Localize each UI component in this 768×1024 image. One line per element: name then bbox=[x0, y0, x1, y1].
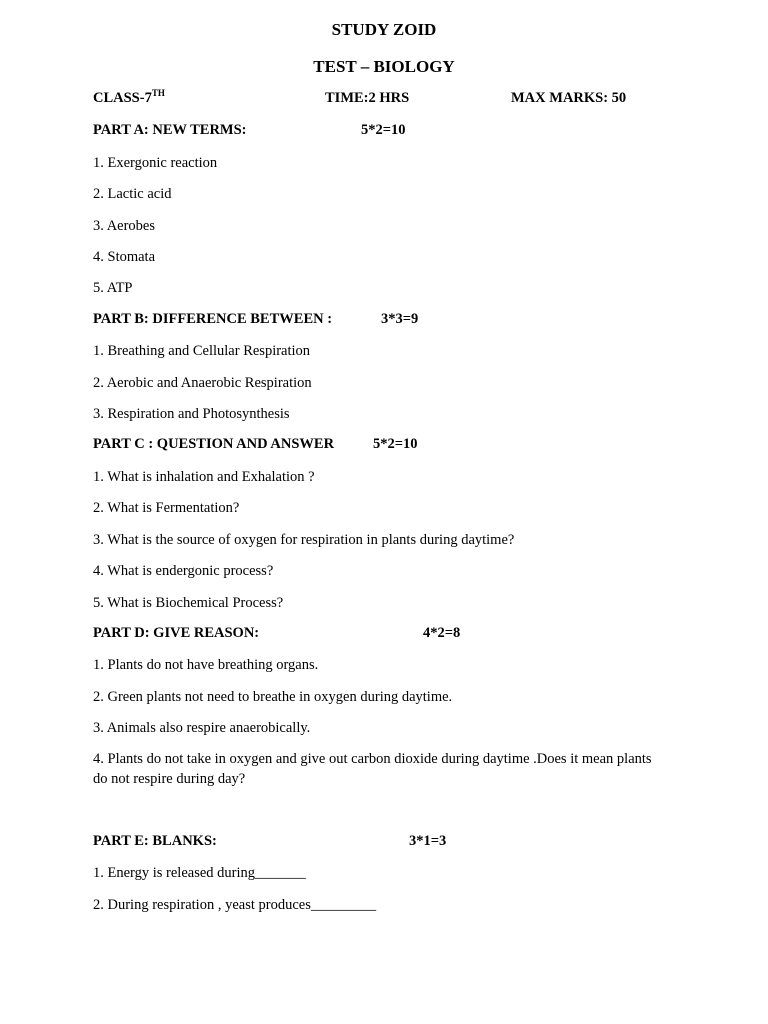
part-a-heading: PART A: NEW TERMS: bbox=[93, 122, 247, 138]
test-title: TEST – BIOLOGY bbox=[313, 57, 455, 76]
part-e-heading: PART E: BLANKS: bbox=[93, 833, 217, 849]
part-b-heading: PART B: DIFFERENCE BETWEEN : bbox=[93, 311, 333, 327]
part-e-item: 2. During respiration , yeast produces_________ bbox=[93, 897, 377, 913]
part-a-item: 4. Stomata bbox=[93, 249, 156, 265]
time-label: TIME:2 HRS bbox=[325, 90, 410, 106]
part-c-heading: PART C : QUESTION AND ANSWER bbox=[93, 436, 335, 452]
part-d-heading: PART D: GIVE REASON: bbox=[93, 625, 260, 641]
part-a-item: 1. Exergonic reaction bbox=[93, 155, 218, 171]
part-c-item: 1. What is inhalation and Exhalation ? bbox=[93, 469, 315, 485]
part-b-item: 3. Respiration and Photosynthesis bbox=[93, 406, 290, 422]
part-b-marks: 3*3=9 bbox=[381, 311, 419, 327]
part-c-item: 5. What is Biochemical Process? bbox=[93, 595, 284, 611]
part-a-item: 3. Aerobes bbox=[93, 218, 156, 234]
part-b-item: 1. Breathing and Cellular Respiration bbox=[93, 343, 311, 359]
part-c-item: 4. What is endergonic process? bbox=[93, 563, 274, 579]
part-d-marks: 4*2=8 bbox=[423, 625, 461, 641]
part-c-marks: 5*2=10 bbox=[373, 436, 418, 452]
part-c-item: 2. What is Fermentation? bbox=[93, 500, 240, 516]
part-d-item: 1. Plants do not have breathing organs. bbox=[93, 657, 319, 673]
part-c-item: 3. What is the source of oxygen for respiration in plants during daytime? bbox=[93, 532, 515, 548]
class-label: CLASS-7TH bbox=[93, 88, 165, 106]
part-e-marks: 3*1=3 bbox=[409, 833, 447, 849]
class-superscript: TH bbox=[151, 88, 165, 99]
part-d-item: 3. Animals also respire anaerobically. bbox=[93, 720, 311, 736]
part-d-item: 2. Green plants not need to breathe in oxygen during daytime. bbox=[93, 689, 453, 705]
part-a-item: 5. ATP bbox=[93, 280, 133, 296]
part-d-item: 4. Plants do not take in oxygen and give out carbon dioxide during daytime .Does it mean plants do not respire during day? bbox=[93, 751, 652, 787]
part-b-item: 2. Aerobic and Anaerobic Respiration bbox=[93, 375, 312, 391]
part-a-item: 2. Lactic acid bbox=[93, 186, 172, 202]
part-e-item: 1. Energy is released during_______ bbox=[93, 865, 306, 881]
max-marks-label: MAX MARKS: 50 bbox=[511, 90, 627, 106]
school-title: STUDY ZOID bbox=[331, 20, 437, 39]
part-a-marks: 5*2=10 bbox=[361, 122, 406, 138]
